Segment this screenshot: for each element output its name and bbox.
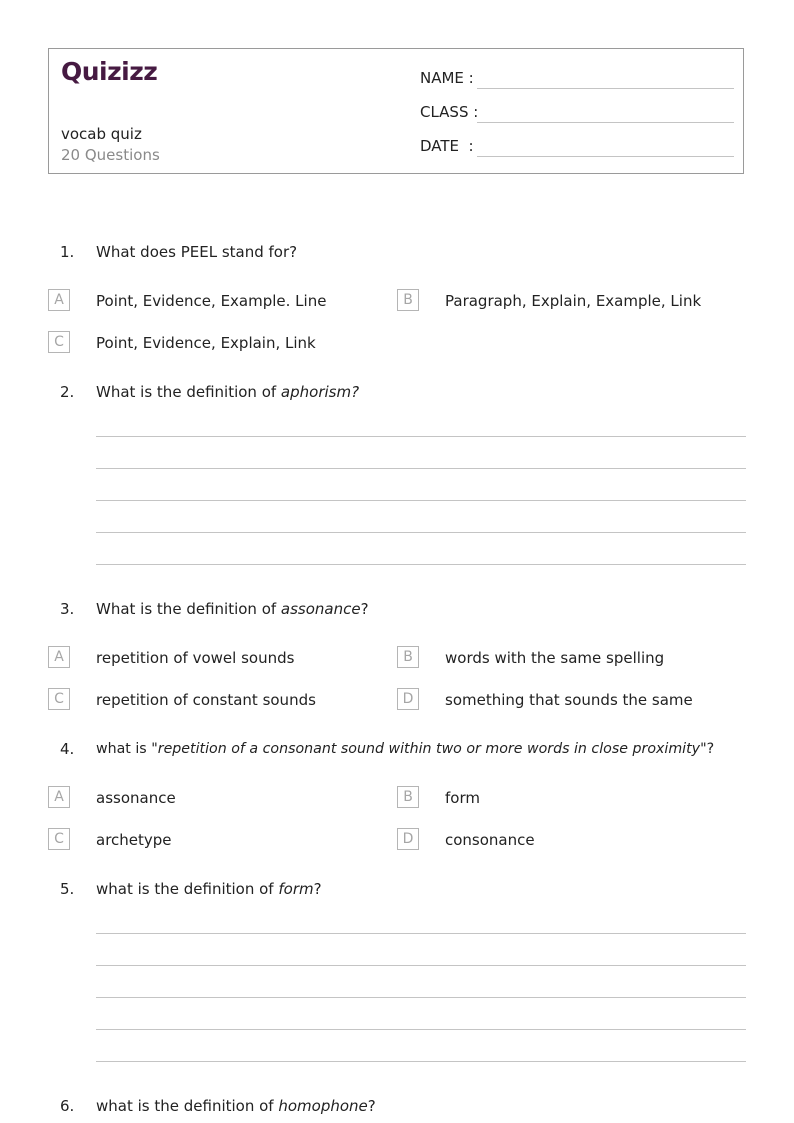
option-text: Point, Evidence, Example. Line	[96, 292, 327, 310]
class-field[interactable]	[420, 101, 734, 123]
option-text: repetition of constant sounds	[96, 691, 316, 709]
quiz-title: vocab quiz	[61, 125, 142, 143]
option-text: something that sounds the same	[445, 691, 693, 709]
question-number: 6.	[60, 1097, 75, 1115]
question-text: what is the definition of homophone?	[96, 1097, 376, 1115]
question-number: 4.	[60, 740, 75, 758]
question-number: 3.	[60, 600, 75, 618]
date-field[interactable]	[420, 135, 734, 157]
date-label: DATE :	[420, 137, 474, 155]
italic-term: assonance	[280, 600, 361, 618]
question-number: 2.	[60, 383, 75, 401]
date-line[interactable]	[477, 156, 734, 157]
option-letter-box[interactable]: A	[48, 289, 70, 311]
question-number: 5.	[60, 880, 75, 898]
question-text: What is the definition of aphorism?	[96, 383, 360, 401]
option-letter-box[interactable]: B	[397, 289, 419, 311]
option-letter-box[interactable]: C	[48, 828, 70, 850]
option-letter-box[interactable]: D	[397, 688, 419, 710]
option-letter-box[interactable]: B	[397, 786, 419, 808]
option-text: repetition of vowel sounds	[96, 649, 295, 667]
class-label: CLASS :	[420, 103, 479, 121]
q2-answer-line-2[interactable]	[96, 468, 746, 469]
worksheet-header	[48, 48, 744, 174]
option-text: Paragraph, Explain, Example, Link	[445, 292, 702, 310]
question-text: what is "repetition of a consonant sound within two or more words in close proximity"?	[96, 741, 715, 757]
q2-answer-line-1[interactable]	[96, 436, 746, 437]
option-letter-box[interactable]: D	[397, 828, 419, 850]
option-text: words with the same spelling	[445, 649, 665, 667]
q2-answer-line-5[interactable]	[96, 564, 746, 565]
italic-term: form	[278, 880, 314, 898]
name-line[interactable]	[477, 88, 734, 89]
q5-answer-line-5[interactable]	[96, 1061, 746, 1062]
question-count: 20 Questions	[61, 146, 160, 164]
option-text: Point, Evidence, Explain, Link	[96, 334, 316, 352]
q2-answer-line-4[interactable]	[96, 532, 746, 533]
option-letter-box[interactable]: A	[48, 646, 70, 668]
question-text: what is the definition of form?	[96, 880, 322, 898]
q5-answer-line-1[interactable]	[96, 933, 746, 934]
italic-term: repetition of a consonant sound within two or more words in close proximity	[157, 741, 701, 757]
name-field[interactable]	[420, 67, 734, 89]
question-text: What is the definition of assonance?	[96, 600, 369, 618]
q5-answer-line-3[interactable]	[96, 997, 746, 998]
q5-answer-line-2[interactable]	[96, 965, 746, 966]
option-text: form	[445, 789, 480, 807]
option-text: archetype	[96, 831, 172, 849]
question-text: What does PEEL stand for?	[96, 243, 298, 261]
option-letter-box[interactable]: A	[48, 786, 70, 808]
italic-term: aphorism?	[280, 383, 360, 401]
option-letter-box[interactable]: C	[48, 688, 70, 710]
class-line[interactable]	[477, 122, 734, 123]
q2-answer-line-3[interactable]	[96, 500, 746, 501]
name-label: NAME :	[420, 69, 474, 87]
option-letter-box[interactable]: B	[397, 646, 419, 668]
option-text: assonance	[96, 789, 176, 807]
option-letter-box[interactable]: C	[48, 331, 70, 353]
quizizz-logo: Quizizz	[61, 57, 158, 86]
question-number: 1.	[60, 243, 75, 261]
option-text: consonance	[445, 831, 535, 849]
italic-term: homophone	[278, 1097, 368, 1115]
q5-answer-line-4[interactable]	[96, 1029, 746, 1030]
